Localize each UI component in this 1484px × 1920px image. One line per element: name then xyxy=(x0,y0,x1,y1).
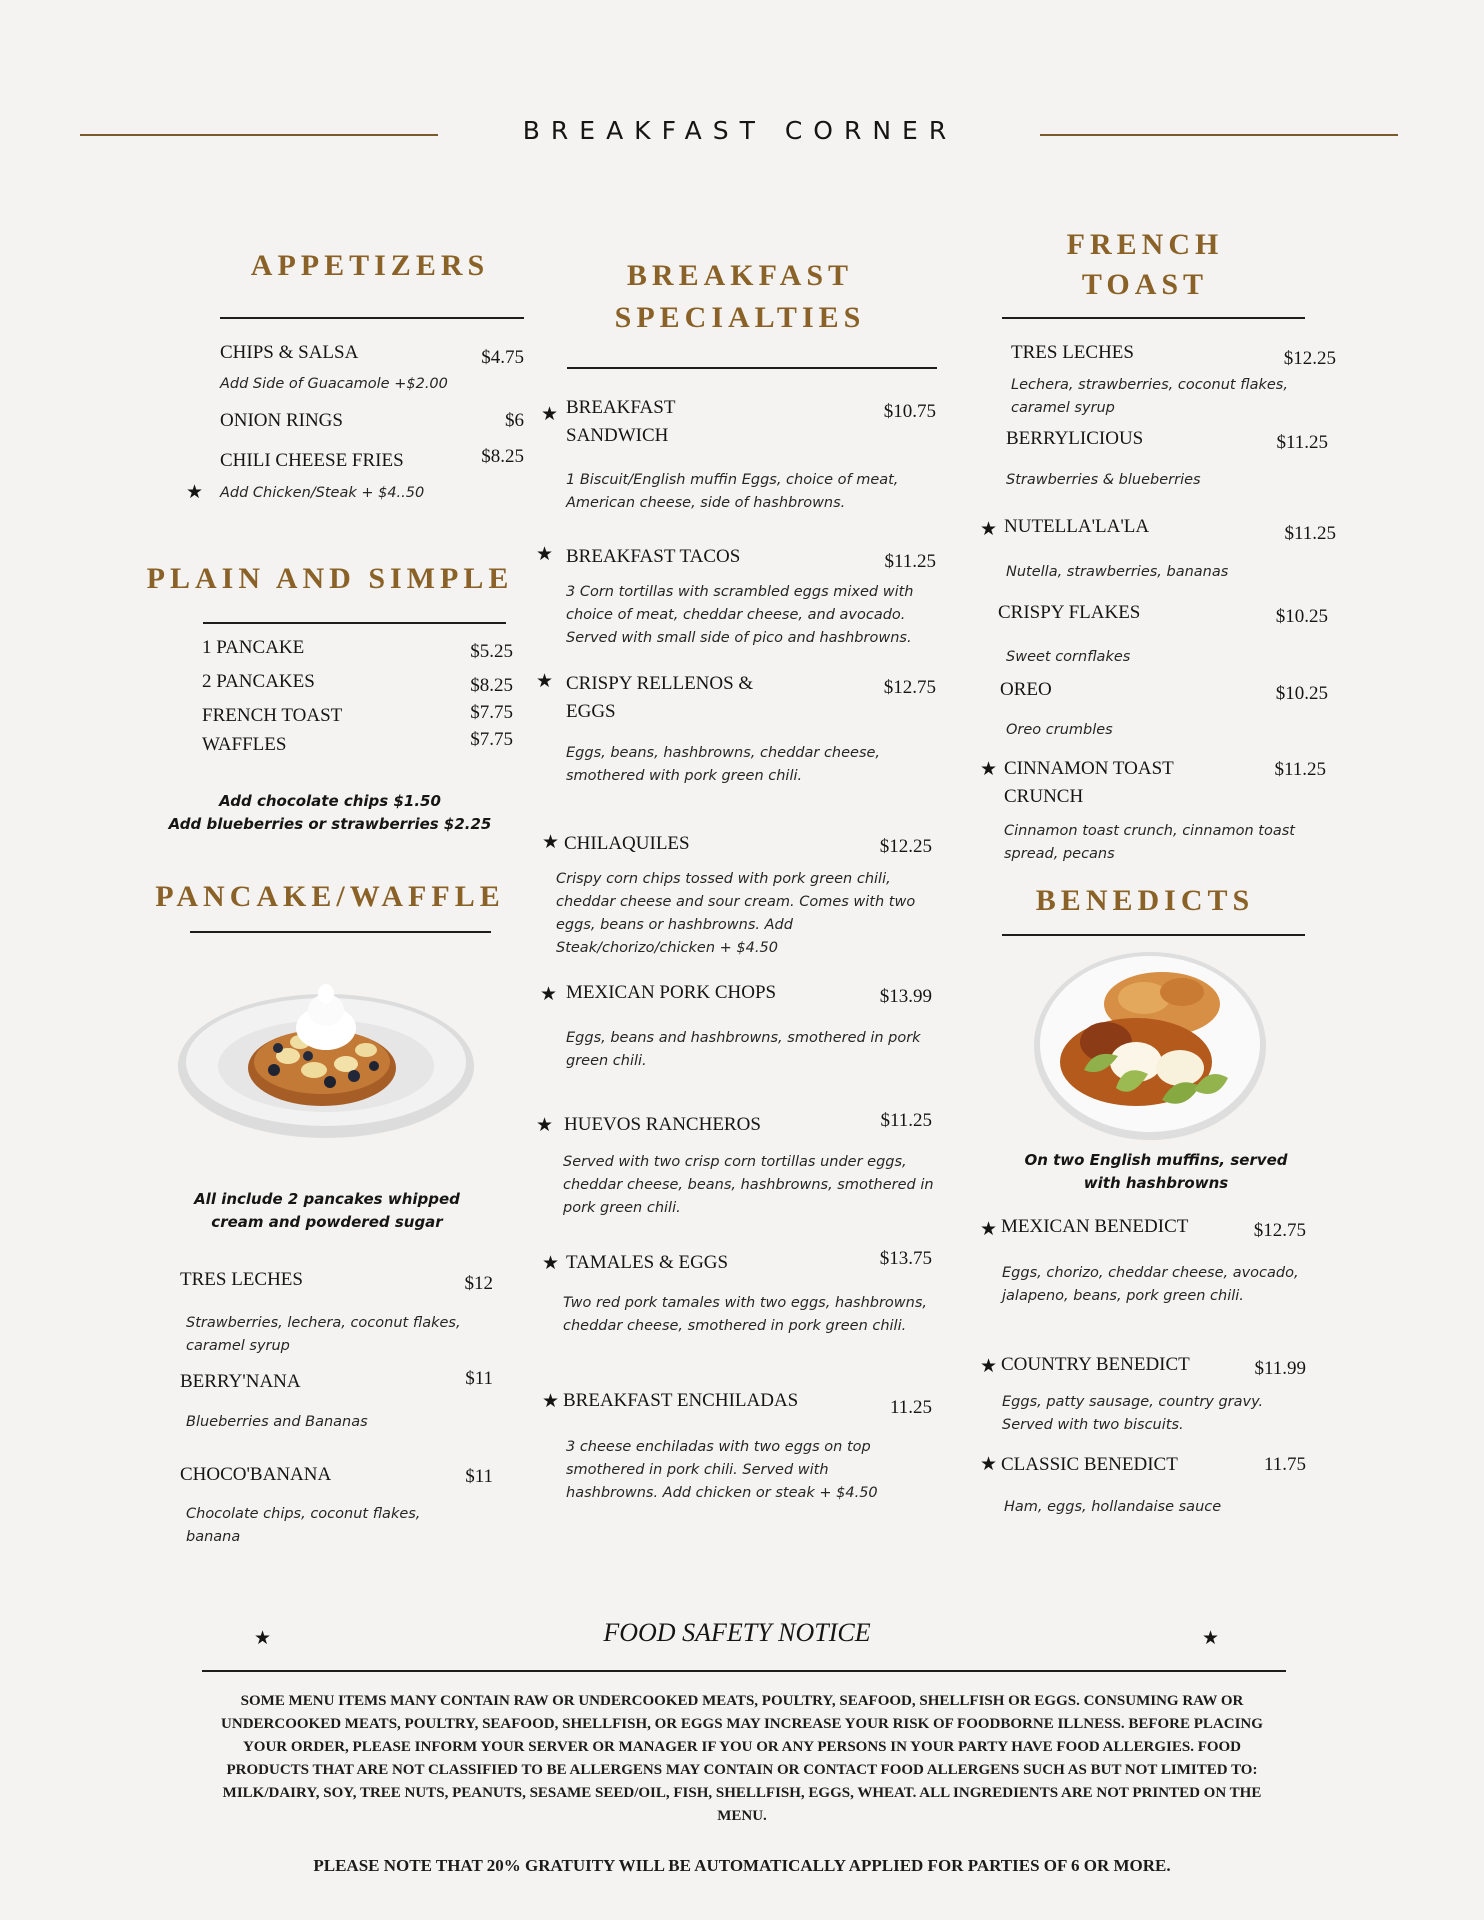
star-icon: ★ xyxy=(254,1628,272,1649)
item-desc: Lechera, strawberries, coconut flakes, caramel syrup xyxy=(1011,377,1288,416)
benedicts-title: BENEDICTS xyxy=(1035,884,1255,917)
item-name: CHOCO'BANANA xyxy=(180,1464,332,1485)
item-name: BREAKFAST SANDWICH xyxy=(566,397,676,446)
item-name: OREO xyxy=(1000,679,1052,700)
plain-rule xyxy=(203,622,506,624)
item-price: $10.25 xyxy=(1275,683,1328,704)
pancake-rule xyxy=(190,931,491,933)
item-desc: Strawberries, lechera, coconut flakes, caramel syrup xyxy=(186,1315,461,1354)
star-icon: ★ xyxy=(540,984,558,1005)
item-price: $13.99 xyxy=(879,986,932,1007)
item-desc: Eggs, beans and hashbrowns, smothered in pork green chili. xyxy=(566,1030,921,1069)
waffle-plate-image xyxy=(176,970,476,1150)
safety-rule xyxy=(202,1670,1286,1672)
item-price: $4.75 xyxy=(481,347,524,368)
item-price: $11 xyxy=(465,1466,493,1487)
plain-title: PLAIN AND SIMPLE xyxy=(146,562,514,595)
item-desc: 3 cheese enchiladas with two eggs on top smothered in pork chili. Served with hashbrowns. Add chicken or steak + $4.50 xyxy=(566,1439,878,1501)
item-name: MEXICAN PORK CHOPS xyxy=(566,982,777,1003)
item-desc: 1 Biscuit/English muffin Eggs, choice of meat, American cheese, side of hashbrowns. xyxy=(566,472,899,511)
item-name: 1 PANCAKE xyxy=(202,637,305,658)
star-icon: ★ xyxy=(186,482,204,503)
benedicts-rule xyxy=(1002,934,1305,936)
item-price: $11 xyxy=(465,1368,493,1389)
item-price: $7.75 xyxy=(470,702,513,723)
item-name: TRES LECHES xyxy=(180,1269,303,1290)
appetizers-title: APPETIZERS xyxy=(250,249,490,282)
gratuity-notice: PLEASE NOTE THAT 20% GRATUITY WILL BE AUTOMATICALLY APPLIED FOR PARTIES OF 6 OR MORE. xyxy=(313,1856,1171,1875)
item-desc: Served with two crisp corn tortillas under eggs, cheddar cheese, beans, hashbrowns, smothered in pork green chili. xyxy=(563,1154,934,1216)
item-name: MEXICAN BENEDICT xyxy=(1001,1216,1189,1237)
star-icon: ★ xyxy=(980,519,998,540)
item-name: HUEVOS RANCHEROS xyxy=(564,1114,761,1135)
item-price: $11.99 xyxy=(1254,1358,1306,1379)
specialties-title-line1: BREAKFAST xyxy=(626,259,854,292)
item-price: $5.25 xyxy=(470,641,513,662)
star-icon: ★ xyxy=(542,1391,560,1412)
item-price: 11.25 xyxy=(889,1397,932,1418)
item-price: $11.25 xyxy=(1274,759,1326,780)
item-name: CINNAMON TOAST CRUNCH xyxy=(1004,758,1174,807)
item-desc: Eggs, patty sausage, country gravy. Served with two biscuits. xyxy=(1002,1394,1264,1433)
star-icon: ★ xyxy=(980,1219,998,1240)
benedict-plate-image xyxy=(1032,950,1268,1142)
item-price: $10.75 xyxy=(883,401,936,422)
item-name: CHILAQUILES xyxy=(564,833,690,854)
french-rule xyxy=(1002,317,1305,319)
item-price: $6 xyxy=(505,410,524,431)
french-title-line1: FRENCH xyxy=(1066,228,1224,261)
item-name: WAFFLES xyxy=(202,734,287,755)
item-name: 2 PANCAKES xyxy=(202,671,315,692)
star-icon: ★ xyxy=(980,1356,998,1377)
item-price: 11.75 xyxy=(1263,1454,1306,1475)
specialties-rule xyxy=(567,367,937,369)
item-name: BERRY'NANA xyxy=(180,1371,301,1392)
item-desc: Ham, eggs, hollandaise sauce xyxy=(1004,1499,1222,1515)
item-desc: Add Chicken/Steak + $4..50 xyxy=(220,485,425,501)
item-name: NUTELLA'LA'LA xyxy=(1004,516,1150,537)
item-price: $12.75 xyxy=(883,677,936,698)
star-icon: ★ xyxy=(536,544,554,565)
item-price: $12.25 xyxy=(1283,348,1336,369)
item-price: $7.75 xyxy=(470,729,513,750)
item-desc: 3 Corn tortillas with scrambled eggs mixed with choice of meat, cheddar cheese, and avocado. Served with small side of pico and hashbrowns. xyxy=(566,584,914,646)
item-name: CLASSIC BENEDICT xyxy=(1001,1454,1178,1475)
safety-text: SOME MENU ITEMS MANY CONTAIN RAW OR UNDERCOOKED MEATS, POULTRY, SEAFOOD, SHELLFISH OR EGGS. CONSUMING RAW OR UNDERCOOKED MEATS, POULTRY, SEAFOOD, SHELLFISH, OR EGGS MAY INCREASE YOUR RISK OF FOODBORNE ILLNESS. BEFORE PLACING YOUR ORDER, PLEASE INFORM YOUR SERVER OR MANAGER IF YOU OR ANY PERSONS IN YOUR PARTY HAVE FOOD ALLERGIES. FOOD PRODUCTS THAT ARE NOT CLASSIFIED TO BE ALLERGENS MAY CONTAIN OR CONTACT FOOD ALLERGENS SUCH AS BUT NOT LIMITED TO: MILK/DAIRY, SOY, TREE NUTS, PEANUTS, SESAME SEED/OIL, FISH, SHELLFISH, EGGS, WHEAT. ALL INGREDIENTS ARE NOT PRINTED ON THE MENU. xyxy=(221,1693,1263,1824)
benedicts-note: On two English muffins, served with hashbrowns xyxy=(1024,1151,1288,1192)
item-name: TAMALES & EGGS xyxy=(566,1252,729,1273)
appetizers-rule xyxy=(220,317,524,319)
item-name: CRISPY RELLENOS & EGGS xyxy=(566,673,754,722)
item-name: CHIPS & SALSA xyxy=(220,342,359,363)
item-name: CHILI CHEESE FRIES xyxy=(220,450,404,471)
item-price: $11.25 xyxy=(1284,523,1336,544)
item-price: $10.25 xyxy=(1275,606,1328,627)
item-name: ONION RINGS xyxy=(220,410,343,431)
star-icon: ★ xyxy=(542,832,560,853)
item-name: COUNTRY BENEDICT xyxy=(1001,1354,1190,1375)
item-price: $8.25 xyxy=(481,446,524,467)
item-price: $8.25 xyxy=(470,675,513,696)
pancake-note: All include 2 pancakes whipped cream and powdered sugar xyxy=(194,1190,460,1231)
item-name: FRENCH TOAST xyxy=(202,705,343,726)
item-desc: Two red pork tamales with two eggs, hashbrowns, cheddar cheese, smothered in pork green chili. xyxy=(563,1295,928,1334)
item-desc: Eggs, chorizo, cheddar cheese, avocado, jalapeno, beans, pork green chili. xyxy=(1002,1265,1299,1304)
star-icon: ★ xyxy=(1202,1628,1220,1649)
safety-title: FOOD SAFETY NOTICE xyxy=(603,1618,871,1647)
header-rule-right xyxy=(1040,134,1398,136)
star-icon: ★ xyxy=(536,1115,554,1136)
specialties-title-line2: SPECIALTIES xyxy=(614,301,866,334)
item-price: $12 xyxy=(464,1273,493,1294)
item-desc: Crispy corn chips tossed with pork green chili, cheddar cheese and sour cream. Comes with two eggs, beans or hashbrowns. Add Steak/chorizo/chicken + $4.50 xyxy=(556,871,916,956)
item-desc: Sweet cornflakes xyxy=(1006,649,1131,665)
item-name: BERRYLICIOUS xyxy=(1006,428,1144,449)
item-desc: Eggs, beans, hashbrowns, cheddar cheese, smothered with pork green chili. xyxy=(566,745,881,784)
item-name: CRISPY FLAKES xyxy=(998,602,1141,623)
item-price: $12.75 xyxy=(1253,1220,1306,1241)
plain-note-chocolate: Add chocolate chips $1.50 xyxy=(219,792,441,810)
plain-note-berries: Add blueberries or strawberries $2.25 xyxy=(168,815,492,833)
item-name: TRES LECHES xyxy=(1011,342,1134,363)
star-icon: ★ xyxy=(541,404,559,425)
header-rule-left xyxy=(80,134,438,136)
item-desc: Cinnamon toast crunch, cinnamon toast spread, pecans xyxy=(1004,823,1295,862)
pancake-title: PANCAKE/WAFFLE xyxy=(155,880,505,913)
star-icon: ★ xyxy=(980,759,998,780)
item-price: $11.25 xyxy=(880,1110,932,1131)
item-name: BREAKFAST ENCHILADAS xyxy=(563,1390,799,1411)
item-desc: Nutella, strawberries, bananas xyxy=(1006,564,1229,580)
item-name: BREAKFAST TACOS xyxy=(566,546,741,567)
item-desc: Oreo crumbles xyxy=(1006,722,1113,738)
star-icon: ★ xyxy=(536,671,554,692)
item-desc: Strawberries & blueberries xyxy=(1006,472,1201,488)
french-title-line2: TOAST xyxy=(1081,268,1209,301)
item-price: $11.25 xyxy=(1276,432,1328,453)
page-title: BREAKFAST CORNER xyxy=(522,116,958,145)
star-icon: ★ xyxy=(542,1253,560,1274)
item-price: $11.25 xyxy=(884,551,936,572)
item-price: $12.25 xyxy=(879,836,932,857)
item-desc: Blueberries and Bananas xyxy=(186,1414,368,1430)
item-price: $13.75 xyxy=(879,1248,932,1269)
star-icon: ★ xyxy=(980,1454,998,1475)
item-desc: Add Side of Guacamole +$2.00 xyxy=(220,376,448,392)
item-desc: Chocolate chips, coconut flakes, banana xyxy=(186,1506,421,1545)
